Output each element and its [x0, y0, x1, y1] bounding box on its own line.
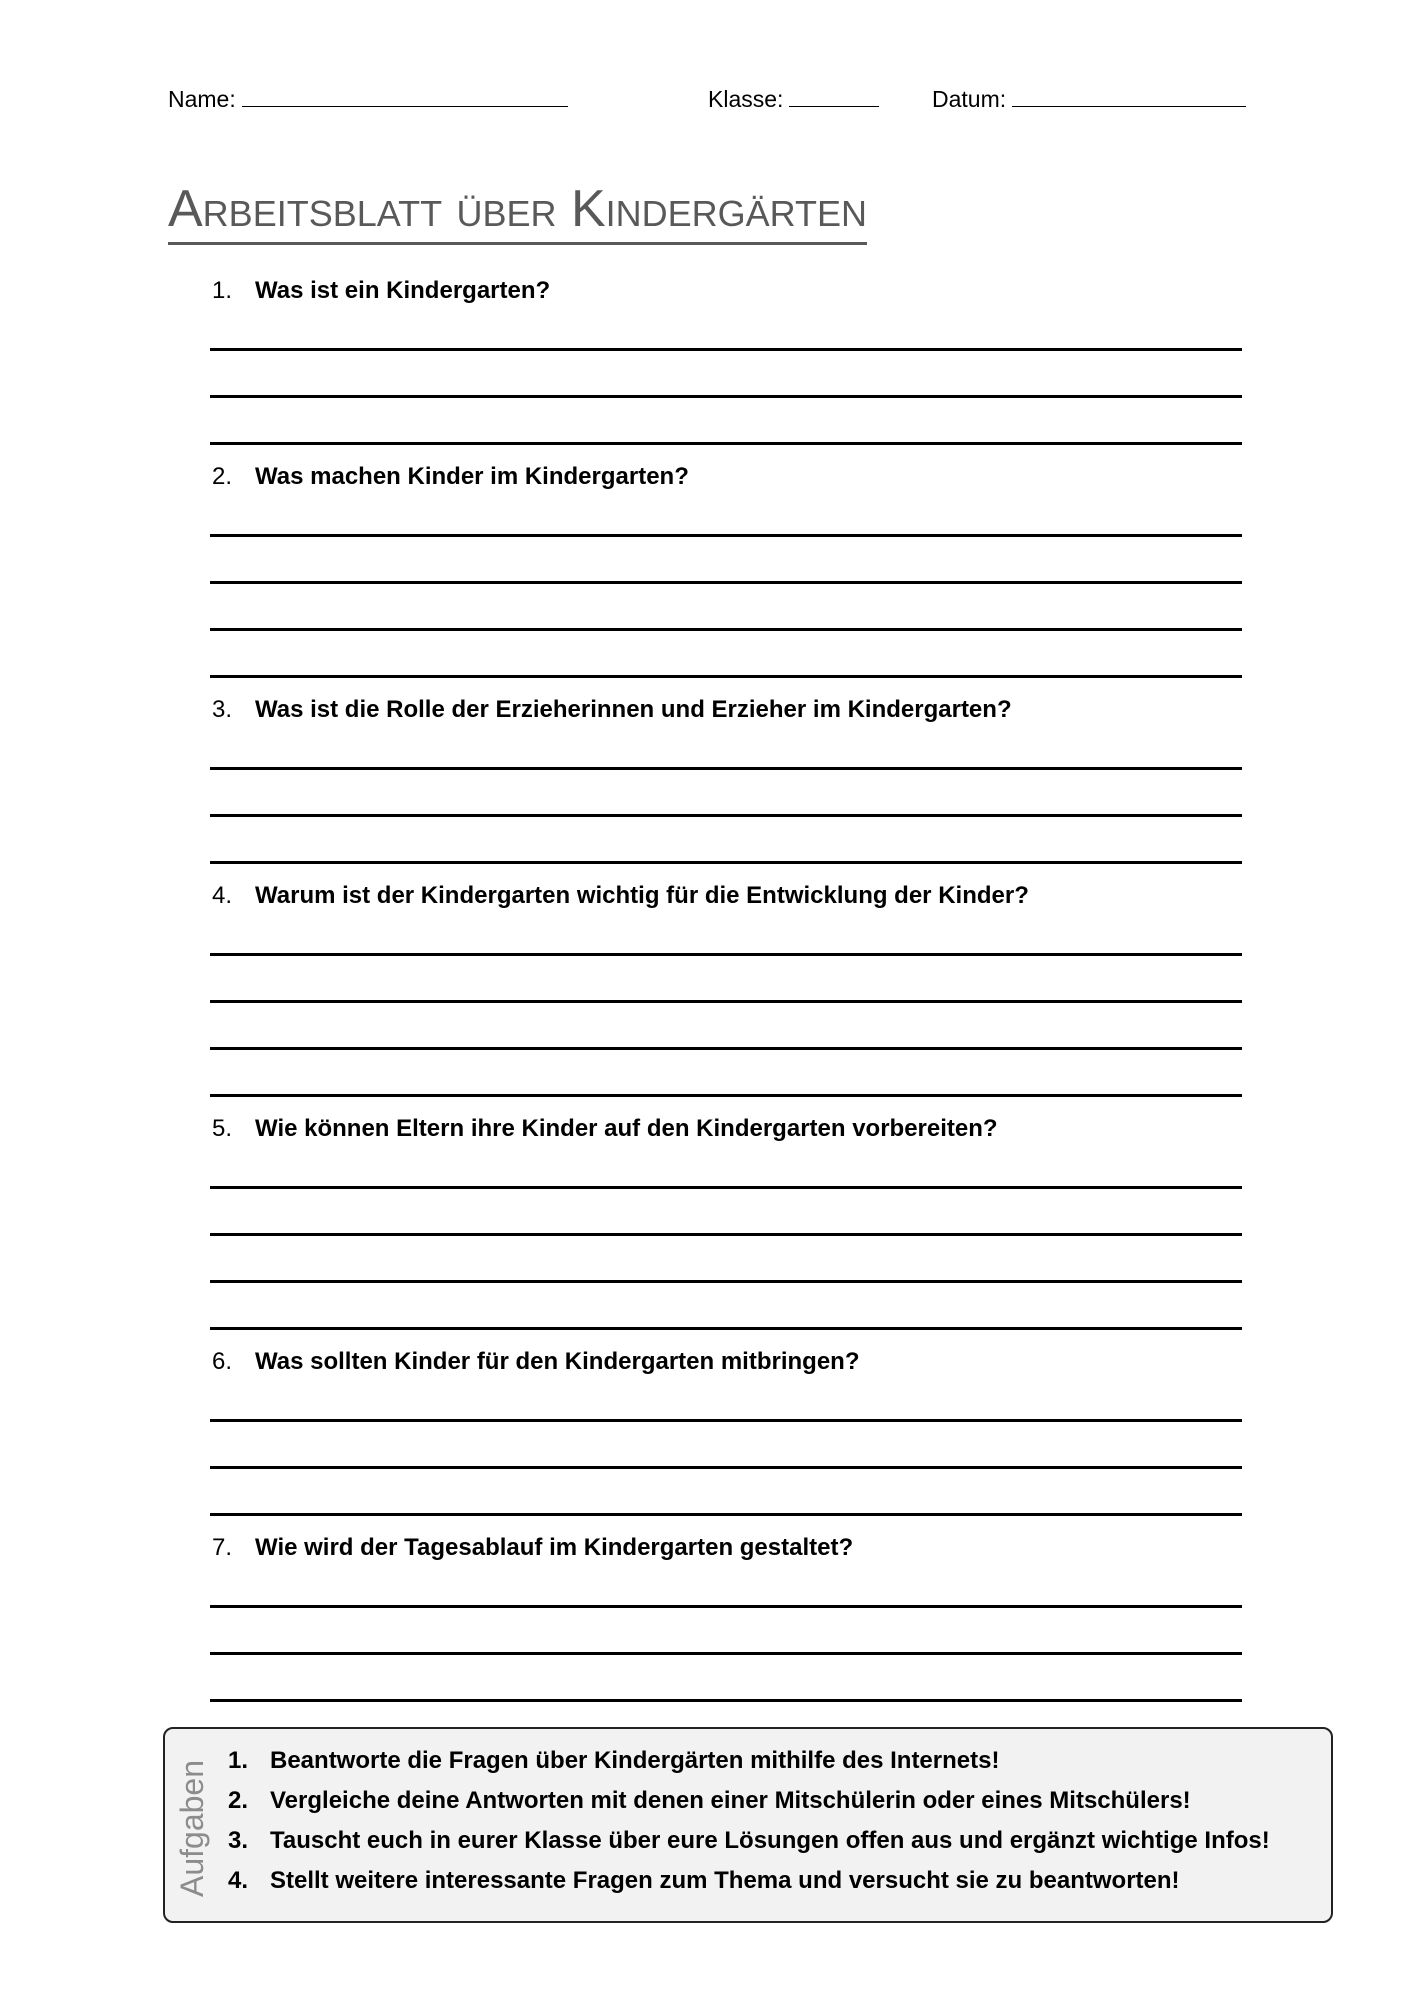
question-text: Was sollten Kinder für den Kindergarten mitbringen? [255, 1348, 860, 1375]
class-blank[interactable] [789, 84, 879, 107]
answer-line[interactable] [210, 1047, 1242, 1050]
answer-line[interactable] [210, 348, 1242, 351]
task-text: Beantworte die Fragen über Kindergärten mithilfe des Internets! [270, 1747, 1000, 1774]
task-number: 3. [228, 1827, 249, 1854]
question-number: 6. [212, 1348, 233, 1375]
question-text: Wie können Eltern ihre Kinder auf den Kindergarten vorbereiten? [255, 1115, 998, 1142]
answer-line[interactable] [210, 1000, 1242, 1003]
answer-line[interactable] [210, 1605, 1242, 1608]
class-field[interactable] [708, 84, 879, 113]
name-blank[interactable] [242, 84, 568, 107]
question-number: 4. [212, 882, 233, 909]
question-number: 1. [212, 277, 233, 304]
answer-line[interactable] [210, 1094, 1242, 1097]
worksheet-header [168, 84, 1258, 116]
answer-line[interactable] [210, 1419, 1242, 1422]
answer-line[interactable] [210, 861, 1242, 864]
question-text: Warum ist der Kindergarten wichtig für die Entwicklung der Kinder? [255, 882, 1029, 909]
answer-line[interactable] [210, 953, 1242, 956]
question-text: Was machen Kinder im Kindergarten? [255, 463, 689, 490]
task-text: Tauscht euch in eurer Klasse über eure Lösungen offen aus und ergänzt wichtige Infos! [270, 1827, 1270, 1854]
answer-line[interactable] [210, 1280, 1242, 1283]
answer-line[interactable] [210, 395, 1242, 398]
name-field[interactable] [168, 84, 568, 113]
date-blank[interactable] [1012, 84, 1246, 107]
answer-line[interactable] [210, 814, 1242, 817]
answer-line[interactable] [210, 1233, 1242, 1236]
answer-line[interactable] [210, 675, 1242, 678]
task-text: Stellt weitere interessante Fragen zum Thema und versucht sie zu beantworten! [270, 1867, 1180, 1894]
answer-line[interactable] [210, 534, 1242, 537]
task-number: 2. [228, 1787, 249, 1814]
question-number: 3. [212, 696, 233, 723]
question-number: 2. [212, 463, 233, 490]
answer-line[interactable] [210, 1327, 1242, 1330]
answer-line[interactable] [210, 442, 1242, 445]
task-number: 4. [228, 1867, 249, 1894]
answer-line[interactable] [210, 1513, 1242, 1516]
date-label: Datum: [932, 86, 1007, 112]
question-number: 7. [212, 1534, 233, 1561]
question-text: Wie wird der Tagesablauf im Kindergarten gestaltet? [255, 1534, 854, 1561]
date-field[interactable] [932, 84, 1246, 113]
answer-line[interactable] [210, 628, 1242, 631]
answer-line[interactable] [210, 1186, 1242, 1189]
name-label: Name: [168, 86, 236, 112]
answer-line[interactable] [210, 1699, 1242, 1702]
question-text: Was ist die Rolle der Erzieherinnen und Erzieher im Kindergarten? [255, 696, 1012, 723]
task-text: Vergleiche deine Antworten mit denen einer Mitschülerin oder eines Mitschülers! [270, 1787, 1191, 1814]
class-label: Klasse: [708, 86, 784, 112]
task-number: 1. [228, 1747, 249, 1774]
page-title: Arbeitsblatt über Kindergärten [168, 178, 867, 245]
question-number: 5. [212, 1115, 233, 1142]
answer-line[interactable] [210, 1466, 1242, 1469]
tasks-label: Aufgaben [174, 1759, 210, 1897]
answer-line[interactable] [210, 767, 1242, 770]
question-text: Was ist ein Kindergarten? [255, 277, 551, 304]
answer-line[interactable] [210, 1652, 1242, 1655]
answer-line[interactable] [210, 581, 1242, 584]
